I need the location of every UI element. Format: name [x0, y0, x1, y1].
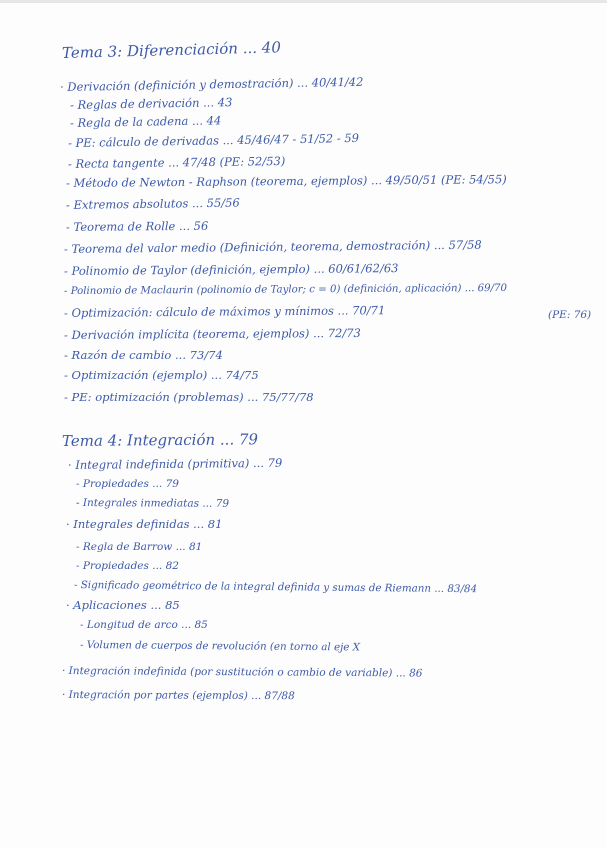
tema4-item: - Integrales inmediatas ... 79	[75, 497, 230, 510]
tema3-item: - Polinomio de Maclaurin (polinomio de Taylor; c = 0) (definición, aplicación) ... 69/70	[63, 282, 508, 297]
tema4-item: · Integración indefinida (por sustitución o cambio de variable) ... 86	[61, 665, 423, 680]
tema3-item: - PE: cálculo de derivadas ... 45/46/47 - 51/52 - 59	[67, 130, 360, 150]
tema3-item: - PE: optimización (problemas) ... 75/77/78	[64, 390, 314, 404]
tema4-item: - Propiedades ... 82	[76, 560, 179, 572]
tema4-item: - Regla de Barrow ... 81	[76, 541, 203, 553]
tema3-item: - Método de Newton - Raphson (teorema, ejemplos) ... 49/50/51 (PE: 54/55)	[65, 172, 507, 190]
tema3-note: (PE: 76)	[548, 309, 592, 321]
tema4-item: - Propiedades ... 79	[76, 478, 179, 490]
tema3-item: - Recta tangente ... 47/48 (PE: 52/53)	[67, 153, 286, 171]
tema3-title: Tema 3: Diferenciación ... 40	[61, 38, 282, 62]
tema3-item: - Teorema del valor medio (Definición, teorema, demostración) ... 57/58	[63, 237, 482, 256]
tema3-item: · Derivación (definición y demostración) ... 40/41/42	[59, 74, 364, 94]
tema3-item: - Extremos absolutos ... 55/56	[65, 195, 240, 212]
tema3-item: - Teorema de Rolle ... 56	[65, 218, 209, 234]
tema3-item: - Derivación implícita (teorema, ejemplos) ... 72/73	[63, 325, 361, 342]
tema3-item: - Regla de la cadena ... 44	[69, 113, 222, 130]
tema3-item: - Reglas de derivación ... 43	[69, 95, 233, 112]
tema4-item: · Aplicaciones ... 85	[66, 598, 180, 612]
tema3-item: - Polinomio de Taylor (definición, ejemplo) ... 60/61/62/63	[63, 261, 399, 278]
tema3-item: - Optimización: cálculo de máximos y mínimos ... 70/71	[63, 303, 386, 320]
scan-edge	[0, 0, 607, 3]
tema4-item: - Longitud de arco ... 85	[80, 619, 208, 631]
tema4-item: · Integrales definidas ... 81	[66, 517, 223, 531]
tema4-item: · Integral indefinida (primitiva) ... 79	[67, 455, 283, 472]
tema4-item: - Significado geométrico de la integral definida y sumas de Riemann ... 83/84	[73, 579, 478, 596]
tema4-title: Tema 4: Integración ... 79	[61, 430, 259, 450]
tema3-item: - Razón de cambio ... 73/74	[64, 348, 223, 362]
tema4-item: · Integración por partes (ejemplos) ... 87/88	[61, 689, 295, 703]
tema4-item: - Volumen de cuerpos de revolución (en torno al eje X	[79, 639, 361, 654]
tema3-item: - Optimización (ejemplo) ... 74/75	[64, 368, 259, 382]
